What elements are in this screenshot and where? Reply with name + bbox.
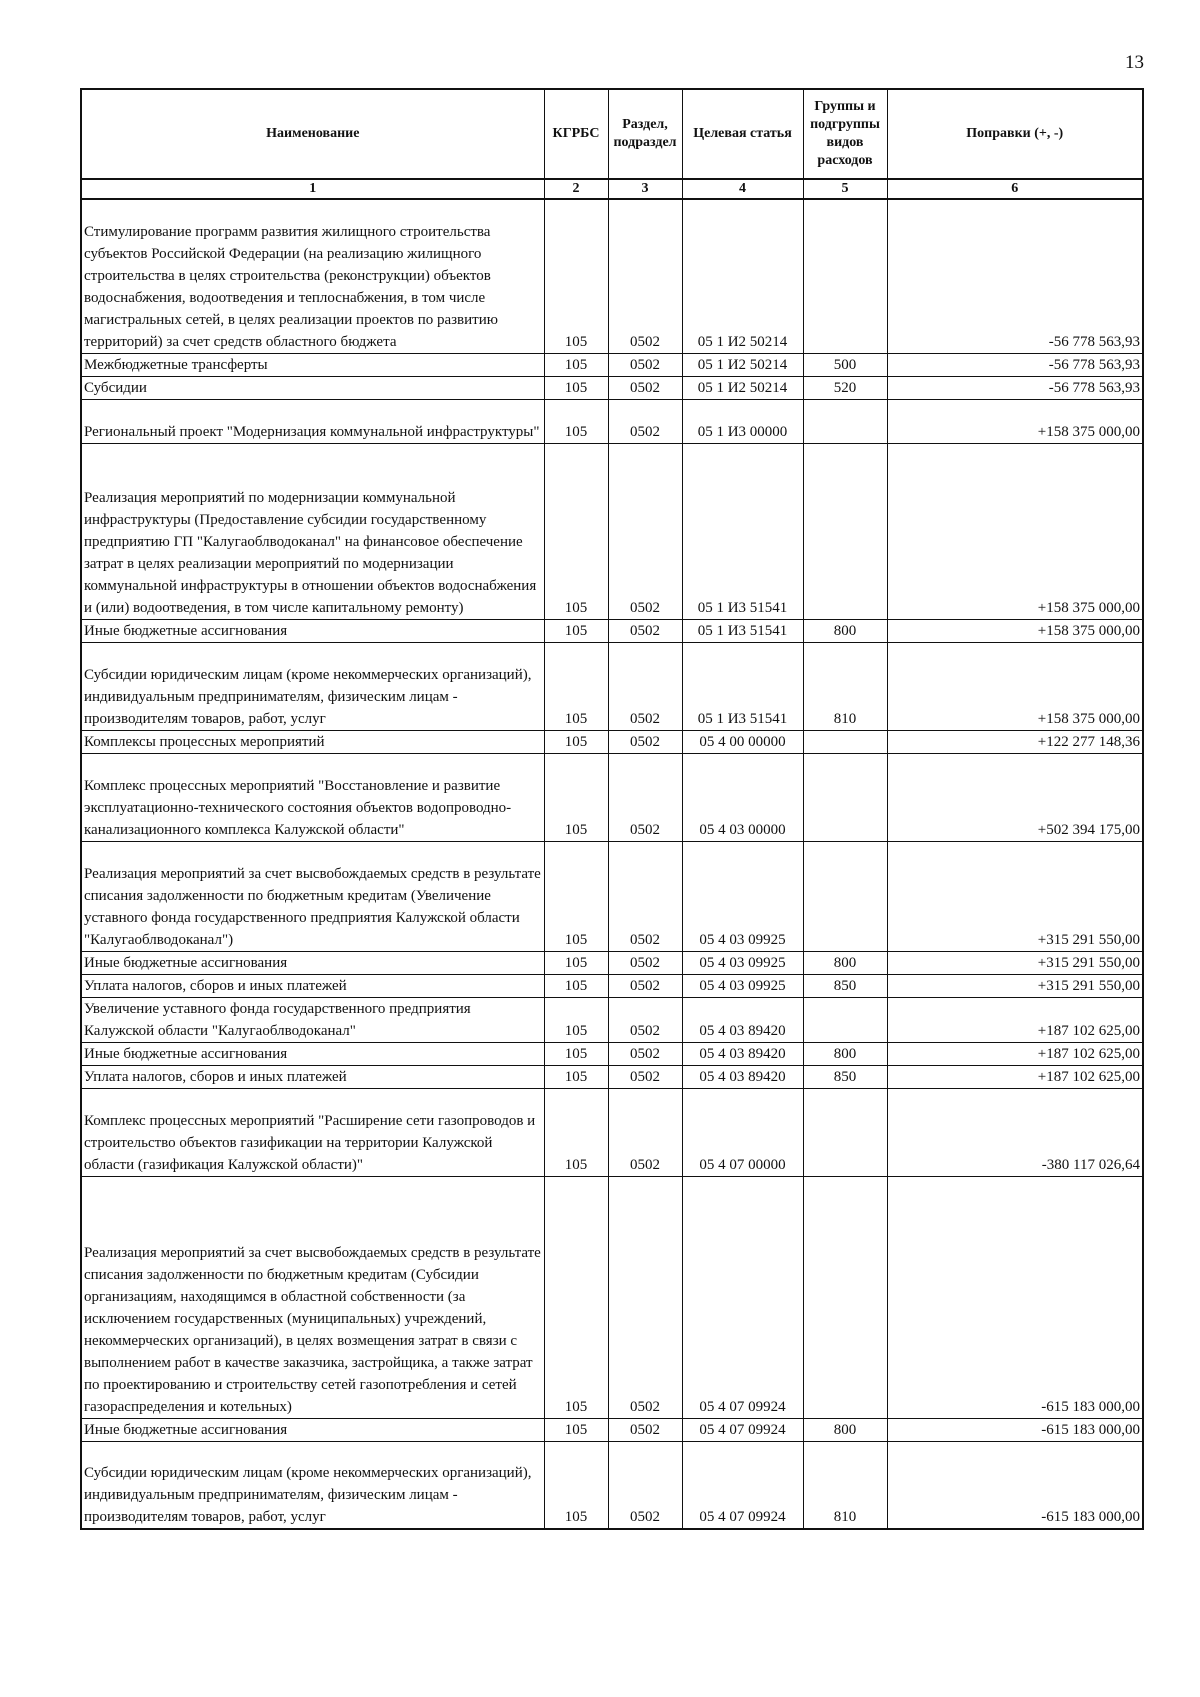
table-row <box>81 376 1143 399</box>
row-expense-group: 800 <box>803 1042 887 1065</box>
row-section: 0502 <box>608 399 682 443</box>
row-kgrbs: 105 <box>544 642 608 730</box>
row-kgrbs: 105 <box>544 841 608 951</box>
row-section: 0502 <box>608 376 682 399</box>
row-kgrbs: 105 <box>544 1176 608 1418</box>
row-amount: +187 102 625,00 <box>887 1065 1143 1088</box>
row-target-article: 05 1 И3 00000 <box>682 399 803 443</box>
row-name: Реализация мероприятий по модернизации коммунальной инфраструктуры (Предоставление субсидии государственному предприятию ГП "Калугаоблводоканал" на финансовое обеспечение затрат в целях реализации мероприятий по модернизации коммунальной инфраструктуры в отношении объектов водоснабжения и (или) водоотведения, в том числе капитальному ремонту) <box>81 443 544 619</box>
row-name: Иные бюджетные ассигнования <box>81 1418 544 1441</box>
table-row <box>81 443 1143 619</box>
row-section: 0502 <box>608 1042 682 1065</box>
table-row <box>81 997 1143 1042</box>
table-header-row <box>81 89 1143 179</box>
row-section: 0502 <box>608 642 682 730</box>
row-expense-group <box>803 841 887 951</box>
row-target-article: 05 1 И2 50214 <box>682 199 803 353</box>
row-name: Межбюджетные трансферты <box>81 353 544 376</box>
row-amount: +187 102 625,00 <box>887 1042 1143 1065</box>
row-amount: +315 291 550,00 <box>887 974 1143 997</box>
table-row <box>81 619 1143 642</box>
row-name: Субсидии юридическим лицам (кроме некоммерческих организаций), индивидуальным предпринимателям, физическим лицам - производителям товаров, работ, услуг <box>81 1441 544 1529</box>
row-name: Уплата налогов, сборов и иных платежей <box>81 1065 544 1088</box>
row-amount: +158 375 000,00 <box>887 642 1143 730</box>
row-name: Региональный проект "Модернизация коммунальной инфраструктуры" <box>81 399 544 443</box>
row-amount: -56 778 563,93 <box>887 353 1143 376</box>
row-name: Уплата налогов, сборов и иных платежей <box>81 974 544 997</box>
row-name: Иные бюджетные ассигнования <box>81 1042 544 1065</box>
row-section: 0502 <box>608 951 682 974</box>
row-section: 0502 <box>608 1176 682 1418</box>
table-row <box>81 1441 1143 1529</box>
row-name: Комплекс процессных мероприятий "Восстановление и развитие эксплуатационно-технического состояния объектов водопроводно-канализационного комплекса Калужской области" <box>81 753 544 841</box>
budget-amendments-table <box>80 88 1144 1530</box>
row-section: 0502 <box>608 199 682 353</box>
row-target-article: 05 4 03 09925 <box>682 951 803 974</box>
row-amount: +158 375 000,00 <box>887 443 1143 619</box>
row-amount: +315 291 550,00 <box>887 841 1143 951</box>
row-kgrbs: 105 <box>544 1441 608 1529</box>
row-amount: -615 183 000,00 <box>887 1441 1143 1529</box>
row-expense-group <box>803 1088 887 1176</box>
table-body <box>81 199 1143 1529</box>
row-name: Субсидии юридическим лицам (кроме некоммерческих организаций), индивидуальным предпринимателям, физическим лицам - производителям товаров, работ, услуг <box>81 642 544 730</box>
row-amount: -615 183 000,00 <box>887 1418 1143 1441</box>
row-kgrbs: 105 <box>544 199 608 353</box>
row-expense-group: 850 <box>803 974 887 997</box>
row-name: Реализация мероприятий за счет высвобождаемых средств в результате списания задолженности по бюджетным кредитам (Увеличение уставного фонда государственного предприятия Калужской области "Калугаоблводоканал") <box>81 841 544 951</box>
row-target-article: 05 1 И2 50214 <box>682 353 803 376</box>
row-name: Реализация мероприятий за счет высвобождаемых средств в результате списания задолженности по бюджетным кредитам (Субсидии организациям, находящимся в областной собственности (за исключением государственных (муниципальных) учреждений, некоммерческих организаций), в целях возмещения затрат в связи с выполнением работ в качестве заказчика, застройщика, а также затрат по проектированию и строительству сетей газопотребления и сетей газораспределения и котельных) <box>81 1176 544 1418</box>
page-number: 13 <box>1125 52 1144 73</box>
table-row <box>81 730 1143 753</box>
row-kgrbs: 105 <box>544 974 608 997</box>
row-amount: +315 291 550,00 <box>887 951 1143 974</box>
table-row <box>81 1176 1143 1418</box>
header-groups: Группы и подгруппы видов расходов <box>803 89 887 179</box>
row-expense-group <box>803 753 887 841</box>
row-expense-group: 800 <box>803 1418 887 1441</box>
row-amount: -56 778 563,93 <box>887 376 1143 399</box>
row-target-article: 05 4 07 09924 <box>682 1418 803 1441</box>
row-target-article: 05 4 07 09924 <box>682 1176 803 1418</box>
row-expense-group: 810 <box>803 642 887 730</box>
row-name: Иные бюджетные ассигнования <box>81 619 544 642</box>
row-expense-group <box>803 199 887 353</box>
row-kgrbs: 105 <box>544 619 608 642</box>
table-row <box>81 399 1143 443</box>
row-target-article: 05 4 07 09924 <box>682 1441 803 1529</box>
column-number: 3 <box>608 179 682 199</box>
row-name: Стимулирование программ развития жилищного строительства субъектов Российской Федерации (на реализацию жилищного строительства в целях строительства (реконструкции) объектов водоснабжения, водоотведения и теплоснабжения, в том числе магистральных сетей, в целях реализации проектов по развитию территорий) за счет средств областного бюджета <box>81 199 544 353</box>
column-number: 4 <box>682 179 803 199</box>
row-expense-group: 800 <box>803 619 887 642</box>
row-name: Комплексы процессных мероприятий <box>81 730 544 753</box>
row-amount: +502 394 175,00 <box>887 753 1143 841</box>
row-amount: +122 277 148,36 <box>887 730 1143 753</box>
row-expense-group <box>803 997 887 1042</box>
row-section: 0502 <box>608 753 682 841</box>
column-number-row <box>81 179 1143 199</box>
row-kgrbs: 105 <box>544 730 608 753</box>
row-name: Увеличение уставного фонда государственного предприятия Калужской области "Калугаоблводоканал" <box>81 997 544 1042</box>
row-kgrbs: 105 <box>544 1065 608 1088</box>
row-section: 0502 <box>608 1441 682 1529</box>
row-amount: -615 183 000,00 <box>887 1176 1143 1418</box>
column-number: 1 <box>81 179 544 199</box>
row-kgrbs: 105 <box>544 1418 608 1441</box>
row-target-article: 05 1 И3 51541 <box>682 443 803 619</box>
row-target-article: 05 1 И2 50214 <box>682 376 803 399</box>
row-kgrbs: 105 <box>544 353 608 376</box>
row-kgrbs: 105 <box>544 753 608 841</box>
header-kgrbs: КГРБС <box>544 89 608 179</box>
row-section: 0502 <box>608 730 682 753</box>
header-target: Целевая статья <box>682 89 803 179</box>
row-target-article: 05 4 03 09925 <box>682 974 803 997</box>
row-target-article: 05 4 03 89420 <box>682 1042 803 1065</box>
row-expense-group: 500 <box>803 353 887 376</box>
row-target-article: 05 1 И3 51541 <box>682 619 803 642</box>
row-section: 0502 <box>608 1418 682 1441</box>
row-section: 0502 <box>608 443 682 619</box>
row-expense-group: 520 <box>803 376 887 399</box>
row-name: Иные бюджетные ассигнования <box>81 951 544 974</box>
row-target-article: 05 4 03 09925 <box>682 841 803 951</box>
row-kgrbs: 105 <box>544 951 608 974</box>
row-section: 0502 <box>608 619 682 642</box>
table-row <box>81 753 1143 841</box>
row-target-article: 05 4 07 00000 <box>682 1088 803 1176</box>
row-section: 0502 <box>608 974 682 997</box>
row-amount: -380 117 026,64 <box>887 1088 1143 1176</box>
table-row <box>81 1042 1143 1065</box>
table-row <box>81 642 1143 730</box>
row-target-article: 05 4 00 00000 <box>682 730 803 753</box>
row-kgrbs: 105 <box>544 1042 608 1065</box>
row-amount: -56 778 563,93 <box>887 199 1143 353</box>
table-row <box>81 199 1143 353</box>
row-kgrbs: 105 <box>544 399 608 443</box>
table-row <box>81 974 1143 997</box>
table-row <box>81 1065 1143 1088</box>
header-section: Раздел, подраздел <box>608 89 682 179</box>
table-row <box>81 1088 1143 1176</box>
row-name: Комплекс процессных мероприятий "Расширение сети газопроводов и строительство объектов газификации на территории Калужской области (газификация Калужской области)" <box>81 1088 544 1176</box>
row-section: 0502 <box>608 997 682 1042</box>
row-target-article: 05 4 03 00000 <box>682 753 803 841</box>
row-target-article: 05 4 03 89420 <box>682 1065 803 1088</box>
row-kgrbs: 105 <box>544 997 608 1042</box>
row-expense-group <box>803 1176 887 1418</box>
table-row <box>81 951 1143 974</box>
row-target-article: 05 1 И3 51541 <box>682 642 803 730</box>
row-expense-group <box>803 399 887 443</box>
table-row <box>81 1418 1143 1441</box>
header-amendments: Поправки (+, -) <box>887 89 1143 179</box>
row-amount: +158 375 000,00 <box>887 399 1143 443</box>
row-section: 0502 <box>608 1088 682 1176</box>
row-amount: +187 102 625,00 <box>887 997 1143 1042</box>
column-number: 5 <box>803 179 887 199</box>
column-number: 2 <box>544 179 608 199</box>
table-row <box>81 353 1143 376</box>
row-expense-group <box>803 443 887 619</box>
row-name: Субсидии <box>81 376 544 399</box>
row-target-article: 05 4 03 89420 <box>682 997 803 1042</box>
header-name: Наименование <box>81 89 544 179</box>
row-section: 0502 <box>608 841 682 951</box>
row-section: 0502 <box>608 353 682 376</box>
row-expense-group: 810 <box>803 1441 887 1529</box>
row-kgrbs: 105 <box>544 443 608 619</box>
row-expense-group <box>803 730 887 753</box>
row-kgrbs: 105 <box>544 1088 608 1176</box>
row-section: 0502 <box>608 1065 682 1088</box>
row-amount: +158 375 000,00 <box>887 619 1143 642</box>
table-row <box>81 841 1143 951</box>
row-expense-group: 850 <box>803 1065 887 1088</box>
row-kgrbs: 105 <box>544 376 608 399</box>
column-number: 6 <box>887 179 1143 199</box>
row-expense-group: 800 <box>803 951 887 974</box>
